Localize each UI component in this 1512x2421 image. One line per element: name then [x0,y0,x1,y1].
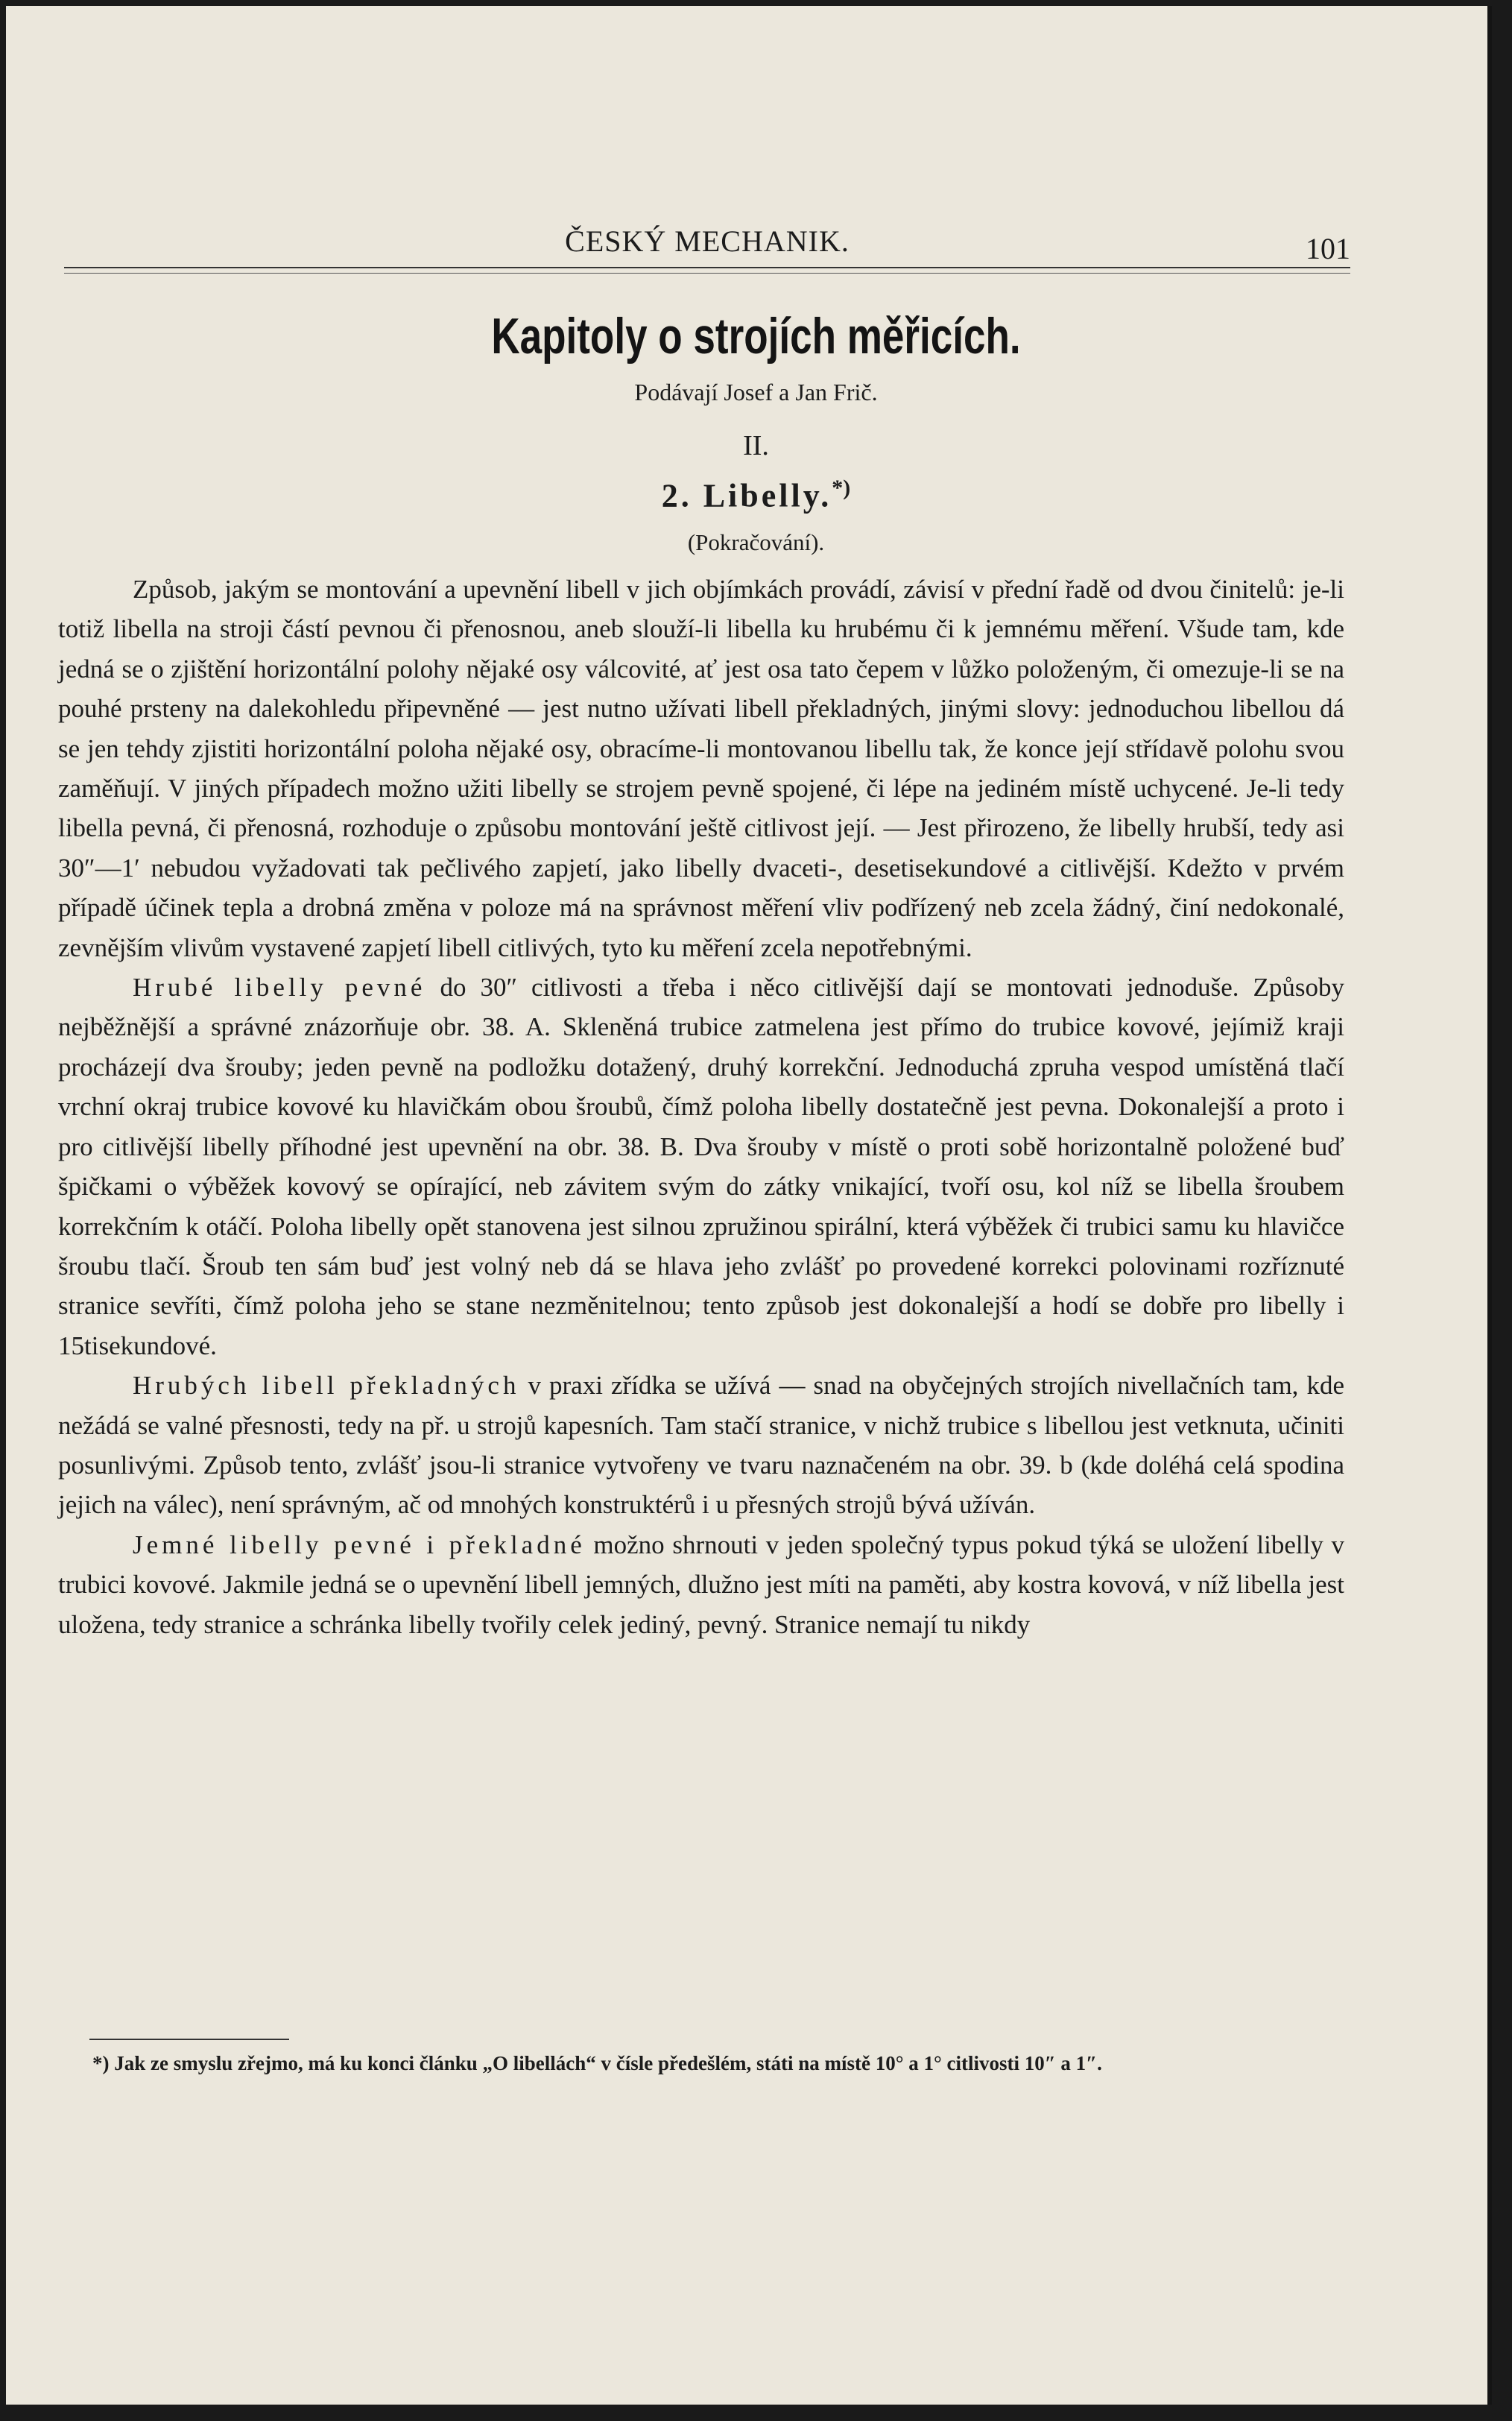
paragraph-lead: Jemné libelly pevné i překladné [133,1530,586,1559]
header-rule [64,267,1350,268]
footnote-rule [89,2039,289,2040]
paragraph [58,1366,1344,1525]
section-number: 2. [661,477,692,514]
section-footnote-mark: *) [832,476,851,500]
footnote [92,2048,1344,2078]
paragraph [58,1525,1344,1644]
header-rule-thin [64,273,1350,274]
paragraph-text: v praxi zřídka se užívá — snad na obyčejných strojích nivellačních tam, kde nežádá se valné přesnosti, tedy na př. u strojů kapesních. Tam stačí stranice, v nichž trubice s libellou jest vetknuta, učiniti posunlivými. Způsob tento, zvlášť jsou-li stranice vytvořeny ve tvaru naznačeném na obr. 39. b (kde doléhá celá spodina jejich na válec), není správným, ač od mnohých konstruktérů i u přesných strojů bývá užíván. [58,1371,1344,1520]
journal-title: ČESKÝ MECHANIK. [565,224,850,258]
paragraph-text: možno shrnouti v jeden společný typus pokud týká se uložení libelly v trubici kovové. Jakmile jedná se o upevnění libell jemných, dlužno jest míti na paměti, aby kostra kovová, v níž libella jest uložena, tedy stranice a schránka libelly tvořily celek jediný, pevný. Stranice nemají tu nikdy [58,1530,1344,1639]
paragraph-text: Způsob, jakým se montování a upevnění libell v jich objímkách provádí, závisí v přední řadě od dvou činitelů: je-li totiž libella na stroji částí pevnou či přenosnou, aneb slouží-li libella ku hrubému či k jemnému měření. Všude tam, kde jedná se o zjištění horizontální polohy nějaké osy válcovité, ať jest osa tato čepem v lůžko položeným, či omezuje-li se na pouhé prsteny na dalekohledu připevněné — jest nutno užívati libell překladných, jinými slovy: jednoduchou libellou dá se jen tehdy zjistiti horizontální poloha nějaké osy, obracíme-li montovanou libellu tak, že konce její střídavě polohu svou zaměňují. V jiných případech možno užiti libelly se strojem pevně spojené, či lépe na jediném místě uchycené. Je-li tedy libella pevná, či přenosná, rozhoduje o způsobu montování ještě citlivost její. — Jest přirozeno, že libelly hrubší, tedy asi 30″—1′ nebudou vyžadovati tak pečlivého zapjetí, jako libelly dvaceti-, desetisekundové a citlivější. Kdežto v prvém případě účinek tepla a drobná změna v poloze má na správnost měření vliv podřízený neb zcela žádný, činí nedokonalé, zevnějším vlivům vystavené zapjetí libell citlivých, tyto ku měření zcela nepotřebnými. [58,575,1344,962]
paragraph-text: do 30″ citlivosti a třeba i něco citlivější dají se montovati jednoduše. Způsoby nejběžnější a správné znázorňuje obr. 38. A. Skleněná trubice zatmelena jest přímo do trubice kovové, jejímiž kraji procházejí dva šrouby; jeden pevně na podložku dotažený, druhý korrekční. Jednoduchá zpruha vespod umístěná tlačí vrchní okraj trubice kovové ku hlavičkám obou šroubů, čímž poloha libelly dostatečně jest pevna. Dokonalejší a proto i pro citlivější libelly příhodné jest upevnění na obr. 38. B. Dva šrouby v místě o proti sobě horizontalně položené buď špičkami o výběžek kovový se opírající, neb závitem svým do zátky vnikající, tvoří osu, kol níž se libella šroubem korrekčním k otáčí. Poloha libelly opět stanovena jest silnou zpružinou spirální, která výběžek či trubici samu ku hlavičce šroubu tlačí. Šroub ten sám buď jest volný neb dá se hlava jeho zvlášť po provedené korrekci polovinami rozříznuté stranice sevříti, čímž poloha jeho se stane nezměnitelnou; tento způsob jest dokonalejší a hodí se dobře pro libelly i 15tisekundové. [58,973,1345,1360]
paragraph [58,569,1344,968]
article-body [58,569,1344,1644]
section-title: Libelly. [703,477,832,514]
article-authors: Podávají Josef a Jan Frič. [634,379,878,405]
paragraph-lead: Hrubých libell překladných [133,1371,520,1401]
footnote-text: Jak ze smyslu zřejmo, má ku konci článku „O libellách“ v čísle předešlém, státi na místě 10° a 1° citlivosti 10″ a 1″. [114,2052,1102,2074]
footnote-mark: *) [92,2052,110,2074]
article-title: Kapitoly o strojích měřicích. [491,308,1021,364]
page-header [64,215,1350,282]
paragraph [58,968,1344,1366]
page-number: 101 [1306,232,1350,265]
continuation-note: (Pokračování). [687,529,825,555]
section-heading [0,476,1512,515]
part-number: II. [743,430,769,461]
paragraph-lead: Hrubé libelly pevné [133,973,426,1003]
